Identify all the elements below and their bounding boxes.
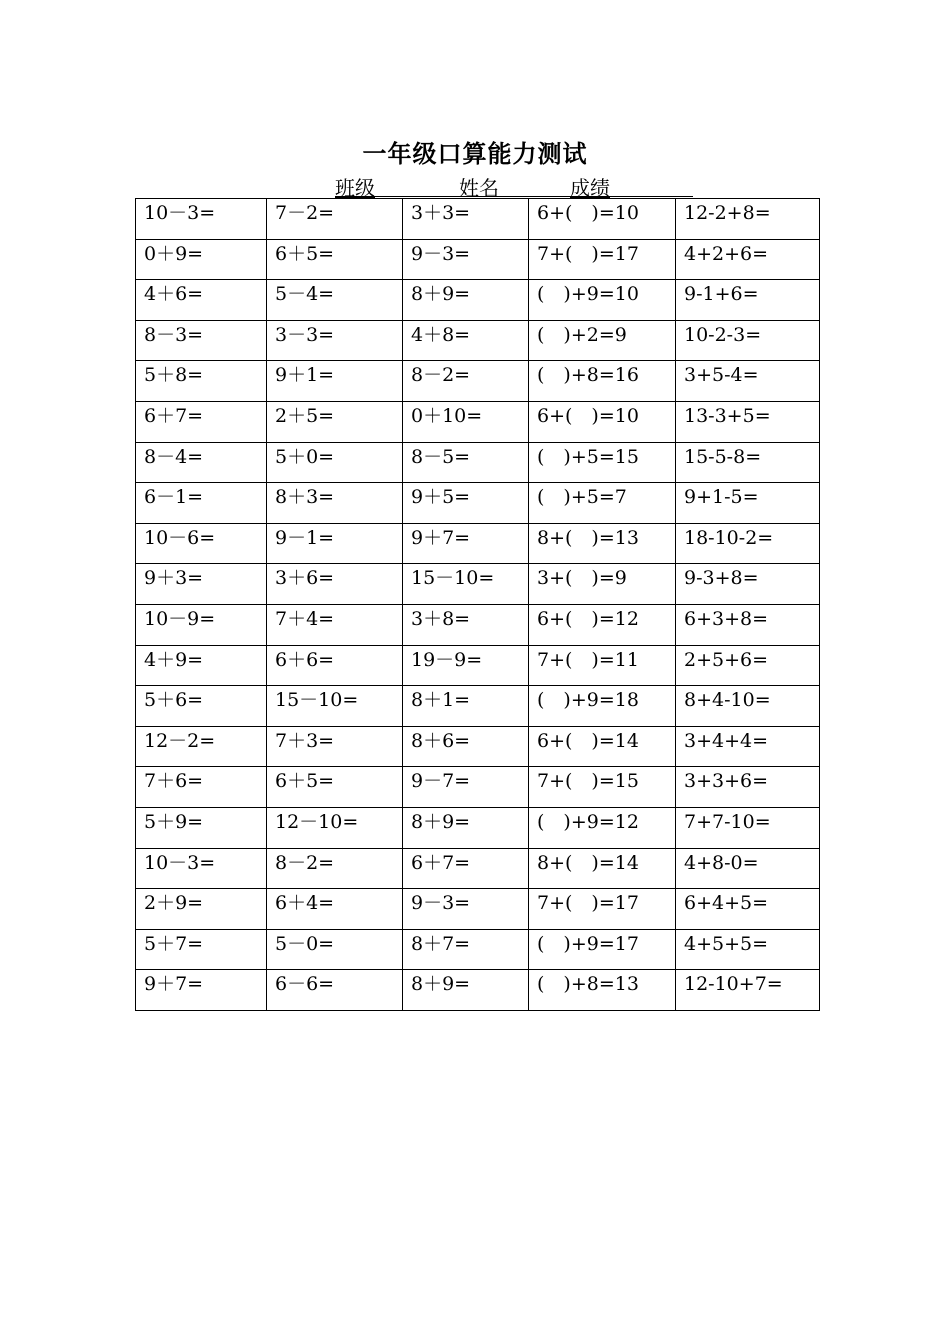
table-row (136, 483, 820, 524)
problem-cell: 0＋9= (136, 239, 267, 280)
problem-cell: 4＋9= (136, 645, 267, 686)
problem-cell: 4＋6= (136, 280, 267, 321)
problem-cell: 12－10= (267, 807, 403, 848)
problem-cell: 9－3= (403, 239, 529, 280)
problem-cell: 6+( )=14 (529, 726, 676, 767)
problem-cell: 9－3= (403, 889, 529, 930)
table-row (136, 280, 820, 321)
problem-cell: 5＋8= (136, 361, 267, 402)
table-row (136, 199, 820, 240)
problem-cell: 8－2= (403, 361, 529, 402)
problem-cell: 12-2+8= (676, 199, 820, 240)
table-row (136, 523, 820, 564)
table-row (136, 807, 820, 848)
problem-cell: 5－4= (267, 280, 403, 321)
problem-cell: 12-10+7= (676, 970, 820, 1011)
problem-cell: 3＋6= (267, 564, 403, 605)
student-info-line (335, 172, 693, 200)
problem-cell: 8＋9= (403, 280, 529, 321)
problem-cell: 3+3+6= (676, 767, 820, 808)
problem-cell: 9＋1= (267, 361, 403, 402)
problem-cell: 0＋10= (403, 401, 529, 442)
table-row (136, 726, 820, 767)
table-row (136, 929, 820, 970)
problem-cell: ( )+9=17 (529, 929, 676, 970)
problem-cell: ( )+9=18 (529, 686, 676, 727)
problem-cell: 4＋8= (403, 320, 529, 361)
problem-cell: 8－4= (136, 442, 267, 483)
problem-cell: 19－9= (403, 645, 529, 686)
problem-cell: 9＋7= (403, 523, 529, 564)
problem-cell: 8－5= (403, 442, 529, 483)
problem-cell: 5－0= (267, 929, 403, 970)
problem-cell: 6＋7= (136, 401, 267, 442)
problem-cell: 3＋3= (403, 199, 529, 240)
table-row (136, 848, 820, 889)
problem-cell: 2＋5= (267, 401, 403, 442)
problem-cell: 2＋9= (136, 889, 267, 930)
class-label: 班级 (335, 176, 375, 200)
problem-cell: 7+( )=17 (529, 239, 676, 280)
problem-cell: 9＋5= (403, 483, 529, 524)
problem-cell: 9-1+6= (676, 280, 820, 321)
problem-cell: 9＋3= (136, 564, 267, 605)
problem-cell: 7＋4= (267, 604, 403, 645)
problem-cell: 10－3= (136, 199, 267, 240)
problem-cell: 3+5-4= (676, 361, 820, 402)
table-row (136, 767, 820, 808)
problem-cell: 6+4+5= (676, 889, 820, 930)
problem-cell: 9－7= (403, 767, 529, 808)
problem-cell: 7+7-10= (676, 807, 820, 848)
problem-cell: 12－2= (136, 726, 267, 767)
problem-cell: 6－1= (136, 483, 267, 524)
table-row (136, 889, 820, 930)
problem-cell: 5＋7= (136, 929, 267, 970)
problem-cell: 10－6= (136, 523, 267, 564)
arithmetic-table-body (136, 199, 820, 1011)
problem-cell: 15-5-8= (676, 442, 820, 483)
problem-cell: 3+4+4= (676, 726, 820, 767)
problem-cell: 6+( )=10 (529, 401, 676, 442)
problem-cell: 7+( )=11 (529, 645, 676, 686)
table-row (136, 604, 820, 645)
problem-cell: 10－9= (136, 604, 267, 645)
problem-cell: 3－3= (267, 320, 403, 361)
score-label: 成绩 (570, 176, 610, 200)
problem-cell: 6+( )=12 (529, 604, 676, 645)
table-row (136, 686, 820, 727)
problem-cell: ( )+9=10 (529, 280, 676, 321)
problem-cell: 5＋9= (136, 807, 267, 848)
problem-cell: 3+( )=9 (529, 564, 676, 605)
problem-cell: 6+( )=10 (529, 199, 676, 240)
problem-cell: 9-3+8= (676, 564, 820, 605)
problem-cell: ( )+2=9 (529, 320, 676, 361)
problem-cell: 4+2+6= (676, 239, 820, 280)
problem-cell: 8＋1= (403, 686, 529, 727)
problem-cell: ( )+8=16 (529, 361, 676, 402)
table-row (136, 564, 820, 605)
table-row (136, 645, 820, 686)
problem-cell: 6＋7= (403, 848, 529, 889)
name-label: 姓名 (459, 176, 499, 200)
problem-cell: 7+( )=17 (529, 889, 676, 930)
problem-cell: 8+( )=13 (529, 523, 676, 564)
problem-cell: 8＋3= (267, 483, 403, 524)
table-row (136, 239, 820, 280)
problem-cell: 8＋7= (403, 929, 529, 970)
problem-cell: 8＋9= (403, 970, 529, 1011)
table-row (136, 361, 820, 402)
problem-cell: 8+4-10= (676, 686, 820, 727)
problem-cell: ( )+5=15 (529, 442, 676, 483)
problem-cell: 4+5+5= (676, 929, 820, 970)
problem-cell: 2+5+6= (676, 645, 820, 686)
problem-cell: 3＋8= (403, 604, 529, 645)
problem-cell: 8＋6= (403, 726, 529, 767)
arithmetic-table (135, 198, 820, 1011)
problem-cell: 13-3+5= (676, 401, 820, 442)
table-row (136, 401, 820, 442)
problem-cell: 9+1-5= (676, 483, 820, 524)
problem-cell: 6+3+8= (676, 604, 820, 645)
problem-cell: ( )+5=7 (529, 483, 676, 524)
page-title: 一年级口算能力测试 (362, 139, 588, 168)
problem-cell: 8＋9= (403, 807, 529, 848)
problem-cell: 7－2= (267, 199, 403, 240)
problem-cell: 8－2= (267, 848, 403, 889)
problem-cell: 9－1= (267, 523, 403, 564)
problem-cell: 15－10= (267, 686, 403, 727)
problem-cell: 18-10-2= (676, 523, 820, 564)
problem-cell: 6＋4= (267, 889, 403, 930)
problem-cell: 5＋6= (136, 686, 267, 727)
problem-cell: 7＋3= (267, 726, 403, 767)
problem-cell: 6＋5= (267, 767, 403, 808)
problem-cell: 5＋0= (267, 442, 403, 483)
problem-cell: ( )+9=12 (529, 807, 676, 848)
problem-cell: 7＋6= (136, 767, 267, 808)
problem-cell: 10－3= (136, 848, 267, 889)
problem-cell: 6＋6= (267, 645, 403, 686)
problem-cell: 15－10= (403, 564, 529, 605)
table-row (136, 970, 820, 1011)
table-row (136, 442, 820, 483)
problem-cell: ( )+8=13 (529, 970, 676, 1011)
problem-cell: 6＋5= (267, 239, 403, 280)
problem-cell: 6－6= (267, 970, 403, 1011)
problem-cell: 7+( )=15 (529, 767, 676, 808)
problem-cell: 8+( )=14 (529, 848, 676, 889)
table-row (136, 320, 820, 361)
problem-cell: 9＋7= (136, 970, 267, 1011)
problem-cell: 4+8-0= (676, 848, 820, 889)
problem-cell: 8－3= (136, 320, 267, 361)
problem-cell: 10-2-3= (676, 320, 820, 361)
